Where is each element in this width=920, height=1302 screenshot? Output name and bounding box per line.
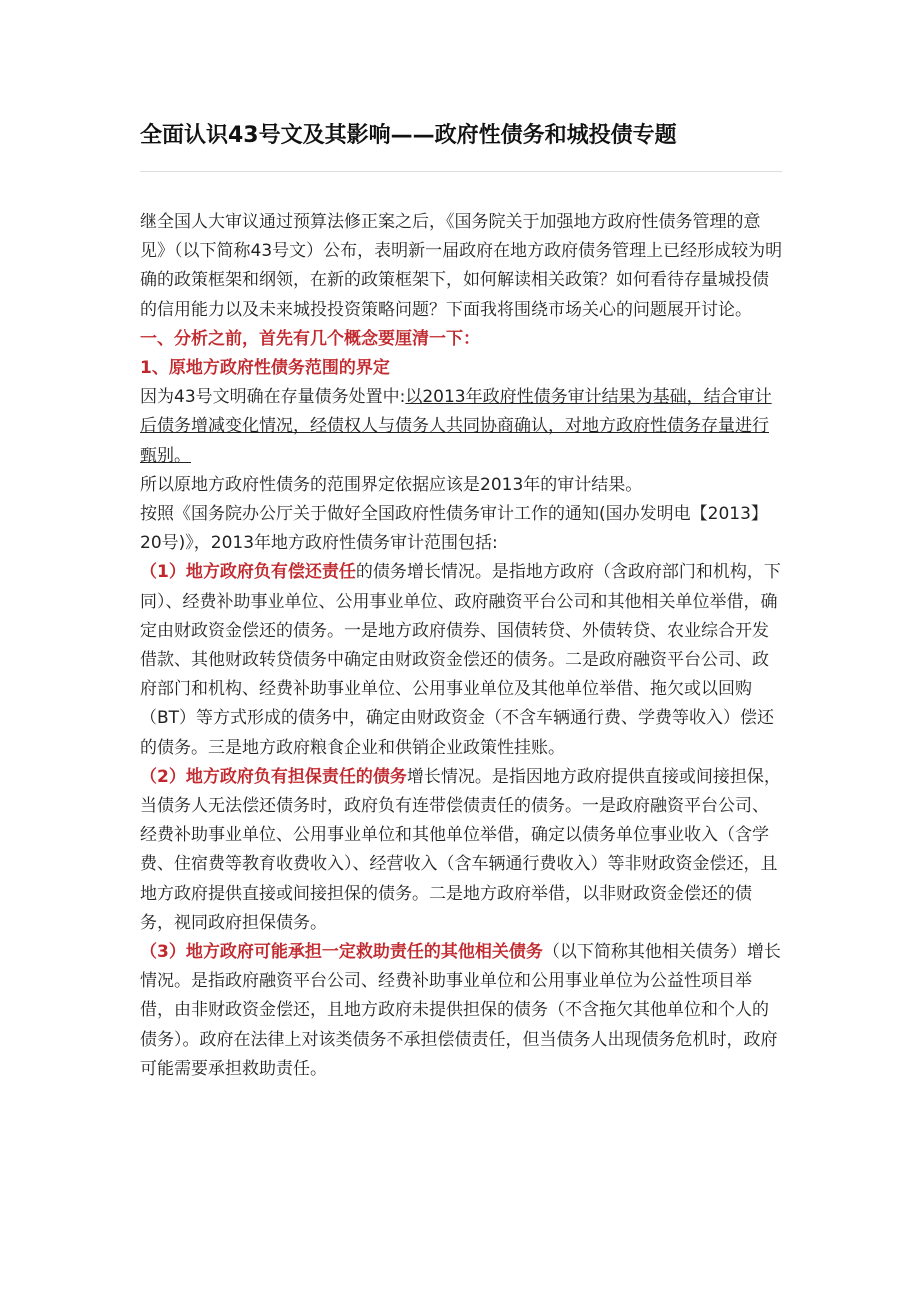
item-2-text: 增长情况。是指因地方政府提供直接或间接担保，当债务人无法偿还债务时，政府负有连带偿债责任的债务。一是政府融资平台公司、经费补助事业单位、公用事业单位和其他单位举借，确定以债务单位事业收入（含学费、住宿费等教育收费收入）、经营收入（含车辆通行费收入）等非财政资金偿还，且地方政府提供直接或间接担保的债务。二是地方政府举借，以非财政资金偿还的债务，视同政府担保债务。	[140, 766, 781, 933]
section-1-heading: 一、分析之前，首先有几个概念要厘清一下：	[140, 328, 480, 349]
basis-prefix: 因为43号文明确在存量债务处置中:	[140, 387, 406, 408]
item-3-text: （以下简称其他相关债务）增长情况。是指政府融资平台公司、经费补助事业单位和公用事业单位为公益性项目举借，由非财政资金偿还，且地方政府未提供担保的债务（不含拖欠其他单位和个人的债务）。政府在法律上对该类债务不承担偿债责任，但当债务人出现债务危机时，政府可能需要承担救助责任。	[140, 942, 781, 1079]
conclusion-paragraph: 所以原地方政府性债务的范围界定依据应该是2013年的审计结果。	[140, 474, 643, 495]
notice-paragraph: 按照《国务院办公厅关于做好全国政府性债务审计工作的通知(国办发明电【2013】20号)》，2013年地方政府性债务审计范围包括:	[140, 504, 768, 554]
item-3-label: （3）地方政府可能承担一定救助责任的其他相关债务	[140, 942, 543, 963]
subsection-1-heading: 1、原地方政府性债务范围的界定	[140, 358, 390, 379]
item-1-label: （1）地方政府负有偿还责任	[140, 562, 356, 583]
basis-paragraph	[140, 383, 784, 471]
item-2-label: （2）地方政府负有担保责任的债务	[140, 766, 407, 787]
article-body	[140, 208, 784, 1084]
item-1-paragraph	[140, 558, 784, 762]
intro-paragraph: 继全国人大审议通过预算法修正案之后，《国务院关于加强地方政府性债务管理的意见》（以下简称43号文）公布，表明新一届政府在地方政府债务管理上已经形成较为明确的政策框架和纲领，在新的政策框架下，如何解读相关政策？如何看待存量城投债的信用能力以及未来城投投资策略问题？下面我将围绕市场关心的问题展开讨论。	[140, 212, 783, 320]
title-divider	[140, 171, 782, 172]
article-title: 全面认识43号文及其影响——政府性债务和城投债专题	[140, 123, 677, 148]
item-3-paragraph	[140, 938, 784, 1084]
basis-underlined-text: 以2013年政府性债务审计结果为基础，结合审计后债务增减变化情况，经债权人与债务人共同协商确认，对地方政府性债务存量进行甄别。	[140, 387, 772, 466]
item-1-text: 的债务增长情况。是指地方政府（含政府部门和机构，下同）、经费补助事业单位、公用事业单位、政府融资平台公司和其他相关单位举借，确定由财政资金偿还的债务。一是地方政府债券、国债转贷、外债转贷、农业综合开发借款、其他财政转贷债务中确定由财政资金偿还的债务。二是政府融资平台公司、政府部门和机构、经费补助事业单位、公用事业单位及其他单位举借、拖欠或以回购（BT）等方式形成的债务中，确定由财政资金（不含车辆通行费、学费等收入）偿还的债务。三是地方政府粮食企业和供销企业政策性挂账。	[140, 562, 781, 758]
item-2-paragraph	[140, 763, 784, 938]
